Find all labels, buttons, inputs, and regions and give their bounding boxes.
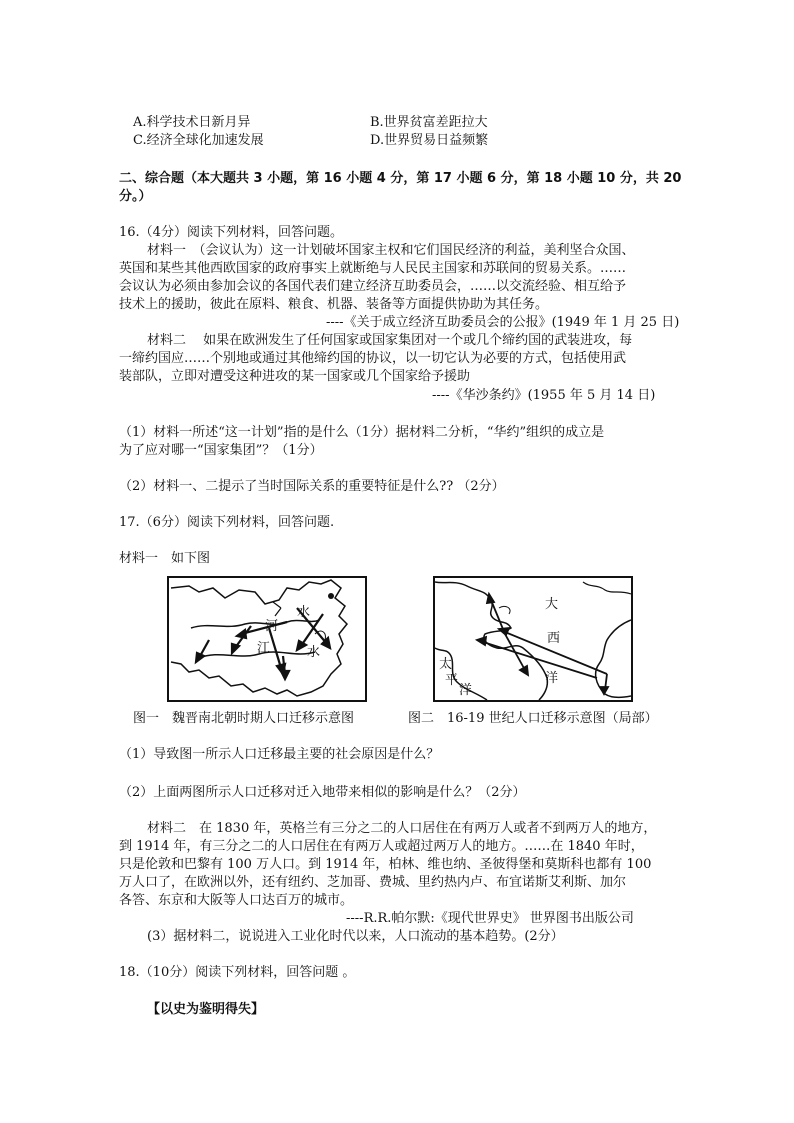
q16-material1-source: ----《关于成立经济互助委员会的公报》(1949 年 1 月 25 日) bbox=[326, 315, 680, 330]
map2-label-da: 大 bbox=[545, 597, 559, 612]
q16-material1-line: 会议认为必须由参加会议的各国代表们建立经济互助委员会，……以交流经验、相互给予 bbox=[119, 279, 627, 294]
q16-material2-line: 材料二 如果在欧洲发生了任何国家或国家集团对一个或几个缔约国的武装进攻，每 bbox=[147, 333, 633, 348]
q17-question1: （1）导致图一所示人口迁移最主要的社会原因是什么？ bbox=[119, 747, 440, 762]
q18-stem: 18.（10分）阅读下列材料，回答问题 。 bbox=[119, 965, 356, 980]
q17-material2-line: 只是伦敦和巴黎有 100 万人口。到 1914 年，柏林、维也纳、圣彼得堡和莫斯科也都有 100 bbox=[119, 857, 652, 872]
q17-material1-label: 材料一 如下图 bbox=[119, 551, 211, 566]
q16-material1-line: 材料一 （会议认为）这一计划破坏国家主权和它们国民经济的利益，美利坚合众国、 bbox=[147, 243, 635, 258]
section-heading-line2: 分。） bbox=[119, 189, 152, 204]
map2-label-xi: 西 bbox=[547, 631, 561, 646]
figure1-caption: 图一 魏晋南北朝时期人口迁移示意图 bbox=[133, 711, 355, 726]
q17-question2: （2）上面两图所示人口迁移对迁入地带来相似的影响是什么？（2分） bbox=[119, 785, 526, 800]
map-wei-jin-migration bbox=[167, 576, 367, 702]
map1-label-shui: 水 bbox=[307, 645, 321, 660]
map-atlantic-migration bbox=[433, 576, 633, 702]
q17-material2-source: ----R.R.帕尔默:《现代世界史》 世界图书出版公司 bbox=[346, 911, 634, 926]
q17-material2-line: 到 1914 年，有三分之二的人口居住在有两万人或超过两万人的地方。……在 1840 年时， bbox=[119, 839, 644, 854]
q15-option-a: A.科学技术日新月异 bbox=[133, 115, 251, 130]
q17-question3: (3）据材料二，说说进入工业化时代以来，人口流动的基本趋势。(2分） bbox=[147, 929, 564, 944]
q17-stem: 17.（6分）阅读下列材料，回答问题. bbox=[119, 515, 335, 530]
map1-label-shui: 水 bbox=[297, 605, 311, 620]
q15-option-c: C.经济全球化加速发展 bbox=[133, 133, 264, 148]
map-atlantic-graphic bbox=[435, 578, 631, 700]
q16-material1-line: 英国和某些其他西欧国家的政府事实上就断绝与人民民主国家和苏联间的贸易关系。…… bbox=[119, 261, 627, 276]
q16-material1-line: 技术上的援助，彼此在原料、粮食、机器、装备等方面提供协助为其任务。 bbox=[119, 297, 549, 312]
q18-subheading: 【以史为鉴明得失】 bbox=[147, 1002, 265, 1017]
q17-material2-line: 材料二 在 1830 年，英格兰有三分之二的人口居住在有两万人或者不到两万人的地方， bbox=[147, 821, 657, 836]
map2-label-yang: 洋 bbox=[545, 671, 559, 686]
q17-material2-line: 各答、东京和大阪等人口达百万的城市。 bbox=[119, 893, 354, 908]
q16-question2: （2）材料一、二提示了当时国际关系的重要特征是什么?? （2分） bbox=[119, 479, 505, 494]
map2-label-yang: 洋 bbox=[459, 683, 473, 698]
map2-label-tai: 太 bbox=[439, 657, 453, 672]
map1-label-jiang: 江 bbox=[257, 641, 271, 656]
q15-option-d: D.世界贸易日益频繁 bbox=[370, 133, 489, 148]
map2-label-ping: 平 bbox=[445, 673, 459, 688]
q16-material2-source: ----《华沙条约》(1955 年 5 月 14 日) bbox=[432, 388, 656, 403]
q15-option-b: B.世界贫富差距拉大 bbox=[370, 115, 488, 130]
q16-stem: 16.（4分）阅读下列材料，回答问题。 bbox=[119, 225, 343, 240]
q17-material2-line: 万人口了，在欧洲以外，还有纽约、芝加哥、费城、里约热内卢、布宜诺斯艾利斯、加尔 bbox=[119, 875, 627, 890]
q16-material2-line: 装部队，立即对遭受这种进攻的某一国家或几个国家给予援助 bbox=[119, 369, 471, 384]
q16-question1-line: 为了应对哪一“国家集团”？（1分） bbox=[119, 443, 323, 458]
q16-question1-line: （1）材料一所述“这一计划”指的是什么（1分）据材料二分析，“华约”组织的成立是 bbox=[119, 425, 605, 440]
q16-material2-line: 一缔约国应……个别地或通过其他缔约国的协议，以一切它认为必要的方式，包括使用武 bbox=[119, 351, 627, 366]
migration-arrows bbox=[477, 594, 608, 694]
figure2-caption: 图二 16-19 世纪人口迁移示意图（局部） bbox=[408, 711, 658, 726]
map-wei-jin-graphic bbox=[169, 578, 365, 700]
map1-label-he: 河 bbox=[265, 619, 279, 634]
section-heading-line1: 二、综合题（本大题共 3 小题，第 16 小题 4 分，第 17 小题 6 分，第 18 小题 10 分，共 20 bbox=[119, 171, 682, 186]
